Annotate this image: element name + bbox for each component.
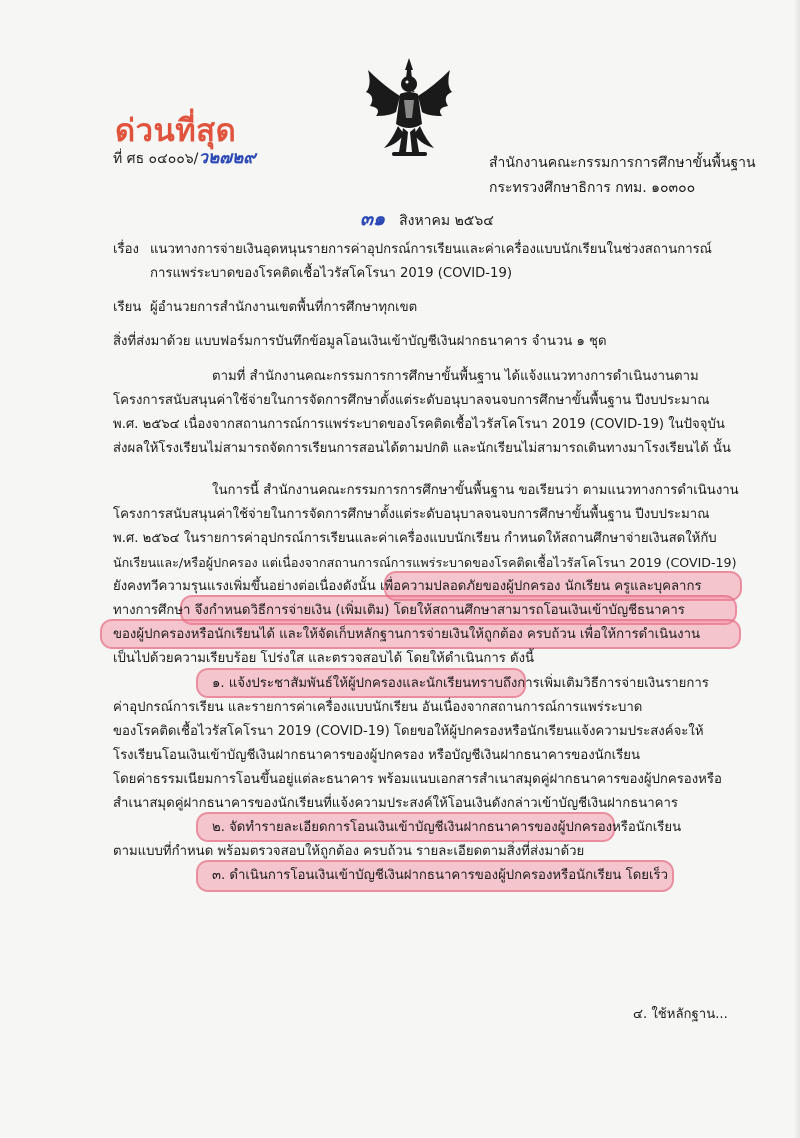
office-line-1: สำนักงานคณะกรรมการการศึกษาขั้นพื้นฐาน [489,155,756,171]
salutation-label: เรียน [113,300,142,315]
document-number [113,144,256,171]
continuation-marker: ๔. ใช้หลักฐาน... [633,1007,728,1022]
p2-line-4: นักเรียนและ/หรือผู้ปกครอง แต่เนื่องจากสถานการณ์การแพร่ระบาดของโรคติดเชื้อไวรัสโคโรนา 2019 (COVID-19) [113,555,737,570]
subject-label: เรื่อง [113,242,139,257]
p2-line-5: ยังคงทวีความรุนแรงเพิ่มขึ้นอย่างต่อเนื่องดังนั้น เพื่อความปลอดภัยของผู้ปกครอง นักเรียน ครูและบุคลากร [113,579,702,594]
document-date [360,204,494,234]
enclosure-line: สิ่งที่ส่งมาด้วย แบบฟอร์มการบันทึกข้อมูลโอนเงินเข้าบัญชีเงินฝากธนาคาร จำนวน ๑ ชุด [113,334,607,349]
item1-line-1: ๑. แจ้งประชาสัมพันธ์ให้ผู้ปกครองและนักเรียนทราบถึงการเพิ่มเติมวิธีการจ่ายเงินรายการ [212,676,709,691]
item1-line-5: โดยค่าธรรมเนียมการโอนขึ้นอยู่แต่ละธนาคาร พร้อมแนบเอกสารสำเนาสมุดคู่ฝากธนาคารของผู้ปกครองหรือ [113,772,722,787]
item1-line-2: ค่าอุปกรณ์การเรียน และรายการค่าเครื่องแบบนักเรียน อันเนื่องจากสถานการณ์การแพร่ระบาด [113,700,643,715]
date-day-handwritten: ๓๑ [360,208,386,230]
p2-line-6: ทางการศึกษา จึงกำหนดวิธีการจ่ายเงิน (เพิ่มเติม) โดยให้สถานศึกษาสามารถโอนเงินเข้าบัญชีธนาคาร [113,603,685,618]
garuda-emblem-icon [362,56,457,161]
p1-line-3: พ.ศ. ๒๕๖๔ เนื่องจากสถานการณ์การแพร่ระบาดของโรคติดเชื้อไวรัสโคโรนา 2019 (COVID-19) ในปัจจุบัน [113,417,725,432]
p1-line-1: ตามที่ สำนักงานคณะกรรมการการศึกษาขั้นพื้นฐาน ได้แจ้งแนวทางการดำเนินงานตาม [212,369,699,384]
item2-line-2: ตามแบบที่กำหนด พร้อมตรวจสอบให้ถูกต้อง ครบถ้วน รายละเอียดตามสิ่งที่ส่งมาด้วย [113,844,585,859]
p2-line-3: พ.ศ. ๒๕๖๔ ในรายการค่าอุปกรณ์การเรียนและค่าเครื่องแบบนักเรียน กำหนดให้สถานศึกษาจ่ายเงินสดให้กับ [113,531,717,546]
issuing-office [489,151,756,201]
page-edge-shadow [794,0,800,1138]
salutation-recipient: ผู้อำนวยการสำนักงานเขตพื้นที่การศึกษาทุกเขต [150,300,418,315]
p2-line-2: โครงการสนับสนุนค่าใช้จ่ายในการจัดการศึกษาตั้งแต่ระดับอนุบาลจนจบการศึกษาขั้นพื้นฐาน ปีงบประมาณ [113,507,710,522]
document-number-handwritten: ว๒๗๒๙ [198,148,256,168]
p1-line-4: ส่งผลให้โรงเรียนไม่สามารถจัดการเรียนการสอนได้ตามปกติ และนักเรียนไม่สามารถเดินทางมาโรงเรียนได้ นั้น [113,441,731,456]
subject-line-1: แนวทางการจ่ายเงินอุดหนุนรายการค่าอุปกรณ์การเรียนและค่าเครื่องแบบนักเรียนในช่วงสถานการณ์ [150,242,712,257]
item1-line-4: โรงเรียนโอนเงินเข้าบัญชีเงินฝากธนาคารของผู้ปกครอง หรือบัญชีเงินฝากธนาคารของนักเรียน [113,748,640,763]
urgency-stamp: ด่วนที่สุด [115,113,237,149]
item2-line-1: ๒. จัดทำรายละเอียดการโอนเงินเข้าบัญชีเงินฝากธนาคารของผู้ปกครองหรือนักเรียน [212,820,682,835]
date-month-year: สิงหาคม ๒๕๖๔ [399,213,494,229]
p2-line-8: เป็นไปด้วยความเรียบร้อย โปร่งใส และตรวจสอบได้ โดยให้ดำเนินการ ดังนี้ [113,651,535,666]
item1-line-6: สำเนาสมุดคู่ฝากธนาคารของนักเรียนที่แจ้งความประสงค์ให้โอนเงินดังกล่าวเข้าบัญชีเงินฝากธนาคาร [113,796,678,811]
p1-line-2: โครงการสนับสนุนค่าใช้จ่ายในการจัดการศึกษาตั้งแต่ระดับอนุบาลจนจบการศึกษาขั้นพื้นฐาน ปีงบประมาณ [113,393,710,408]
item1-line-3: ของโรคติดเชื้อไวรัสโคโรนา 2019 (COVID-19) โดยขอให้ผู้ปกครองหรือนักเรียนแจ้งความประสงค์จะให้ [113,724,704,739]
subject-line-2: การแพร่ระบาดของโรคติดเชื้อไวรัสโคโรนา 2019 (COVID-19) [150,266,512,281]
p2-line-1: ในการนี้ สำนักงานคณะกรรมการการศึกษาขั้นพื้นฐาน ขอเรียนว่า ตามแนวทางการดำเนินงาน [212,483,739,498]
item3-line: ๓. ดำเนินการโอนเงินเข้าบัญชีเงินฝากธนาคารของผู้ปกครองหรือนักเรียน โดยเร็ว [212,868,669,883]
document-number-prefix: ที่ ศธ ๐๔๐๐๖/ [113,151,199,167]
office-line-2: กระทรวงศึกษาธิการ กทม. ๑๐๓๐๐ [489,180,696,196]
p2-line-7: ของผู้ปกครองหรือนักเรียนได้ และให้จัดเก็บหลักฐานการจ่ายเงินให้ถูกต้อง ครบถ้วน เพื่อให้การดำเนินงาน [113,627,701,642]
